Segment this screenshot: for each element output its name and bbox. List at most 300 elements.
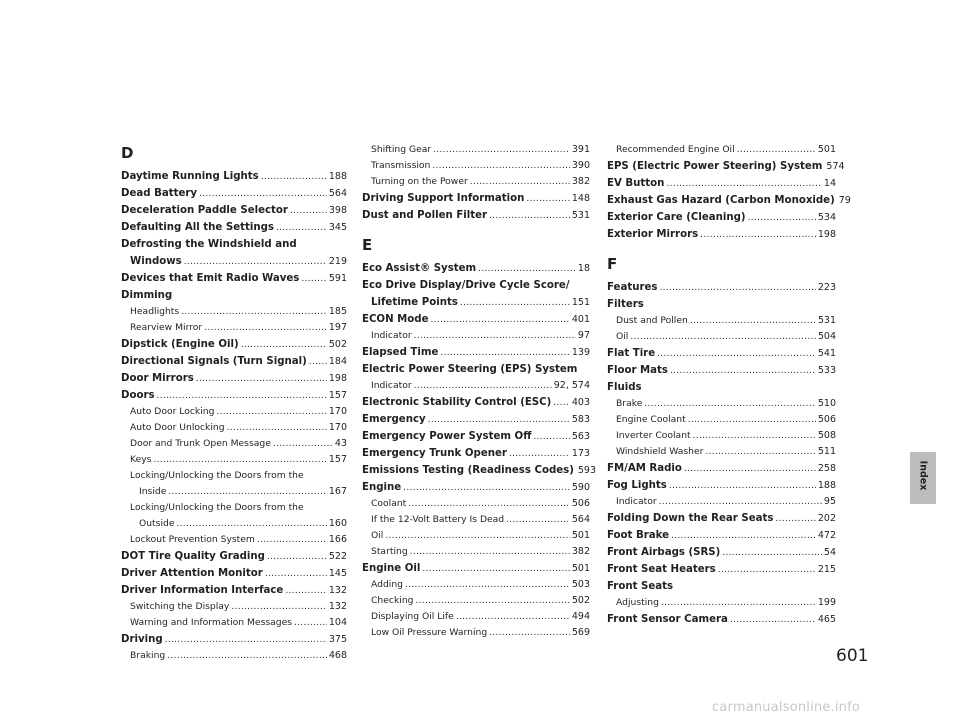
dot-leader bbox=[422, 564, 570, 574]
index-entry-fluids bbox=[607, 382, 836, 393]
section-letter-f: F bbox=[607, 255, 618, 273]
dot-leader bbox=[460, 298, 570, 308]
dot-leader bbox=[669, 481, 816, 491]
index-entry-page[interactable]: 583 bbox=[571, 414, 590, 425]
index-entry-page[interactable]: 160 bbox=[328, 518, 347, 529]
dot-leader bbox=[693, 431, 816, 441]
index-entry-page[interactable]: 43 bbox=[334, 438, 347, 449]
index-entry-page[interactable]: 104 bbox=[328, 617, 347, 628]
index-entry-page[interactable]: 132 bbox=[328, 585, 347, 596]
index-entry-keys[interactable] bbox=[121, 454, 347, 465]
index-entry-page[interactable]: 198 bbox=[328, 373, 347, 384]
dot-leader bbox=[241, 340, 327, 350]
index-entry-label: Oil bbox=[371, 530, 384, 541]
index-entry-label: Door and Trunk Open Message bbox=[130, 438, 271, 449]
index-entry-label: Fluids bbox=[607, 382, 642, 393]
index-entry-page[interactable]: 531 bbox=[817, 315, 836, 326]
index-entry-page[interactable]: 541 bbox=[817, 348, 836, 359]
index-entry-label: Switching the Display bbox=[130, 601, 230, 612]
dot-leader bbox=[267, 552, 327, 562]
index-entry-fog-lights[interactable] bbox=[607, 480, 836, 491]
index-entry-page[interactable]: 132 bbox=[328, 601, 347, 612]
index-entry-page[interactable]: 472 bbox=[817, 530, 836, 541]
dot-leader bbox=[227, 423, 327, 433]
index-entry-label: Defrosting the Windshield and bbox=[121, 239, 297, 250]
index-entry-folding-down-the-rear-seats[interactable] bbox=[607, 513, 836, 524]
index-entry-if-the-12-volt-battery-is-dead[interactable] bbox=[362, 514, 590, 525]
index-entry-page[interactable]: 202 bbox=[817, 513, 836, 524]
dot-leader bbox=[403, 483, 570, 493]
index-entry-page[interactable]: 215 bbox=[817, 564, 836, 575]
index-side-tab-label: Index bbox=[917, 460, 929, 491]
dot-leader bbox=[671, 531, 816, 541]
index-entry-page[interactable]: 170 bbox=[328, 406, 347, 417]
index-entry-page[interactable]: 504 bbox=[817, 331, 836, 342]
index-entry-page[interactable]: 390 bbox=[571, 160, 590, 171]
index-entry-exhaust-gas-hazard-carbon-monoxide[interactable] bbox=[607, 195, 851, 206]
dot-leader bbox=[433, 145, 570, 155]
index-entry-label: EPS (Electric Power Steering) System bbox=[607, 161, 823, 172]
index-entry-label: Devices that Emit Radio Waves bbox=[121, 273, 300, 284]
index-entry-daytime-running-lights[interactable] bbox=[121, 171, 347, 182]
index-entry-front-airbags-srs[interactable] bbox=[607, 547, 836, 558]
index-entry-page[interactable]: 345 bbox=[328, 222, 347, 233]
index-entry-page[interactable]: 170 bbox=[328, 422, 347, 433]
index-entry-displaying-oil-life[interactable] bbox=[362, 611, 590, 622]
dot-leader bbox=[688, 415, 816, 425]
index-entry-label: Windows bbox=[130, 256, 182, 267]
index-entry-page[interactable]: 199 bbox=[817, 597, 836, 608]
index-entry-windshield-washer[interactable] bbox=[607, 446, 836, 457]
dot-leader bbox=[405, 580, 570, 590]
index-entry-label: Front Airbags (SRS) bbox=[607, 547, 721, 558]
dot-leader bbox=[775, 514, 815, 524]
index-entry-headlights[interactable] bbox=[121, 306, 347, 317]
index-entry-page[interactable]: 501 bbox=[571, 563, 590, 574]
index-entry-page[interactable]: 391 bbox=[571, 144, 590, 155]
index-entry-front-seat-heaters[interactable] bbox=[607, 564, 836, 575]
index-entry-label: Daytime Running Lights bbox=[121, 171, 259, 182]
section-letter-e: E bbox=[362, 236, 373, 254]
index-entry-page[interactable]: 574 bbox=[826, 161, 845, 172]
index-entry-label: Dust and Pollen Filter bbox=[362, 210, 488, 221]
index-entry-page[interactable]: 534 bbox=[817, 212, 836, 223]
index-entry-label: Eco Drive Display/Drive Cycle Score/ bbox=[362, 280, 570, 291]
dot-leader bbox=[526, 194, 569, 204]
index-entry-label: Elapsed Time bbox=[362, 347, 439, 358]
dot-leader bbox=[730, 615, 816, 625]
index-entry-label: Auto Door Unlocking bbox=[130, 422, 225, 433]
index-entry-page[interactable]: 188 bbox=[328, 171, 347, 182]
index-entry-adding[interactable] bbox=[362, 579, 590, 590]
index-entry-label: Rearview Mirror bbox=[130, 322, 203, 333]
index-entry-page[interactable]: 184 bbox=[328, 356, 347, 367]
index-entry-label: Low Oil Pressure Warning bbox=[371, 627, 488, 638]
index-entry-page[interactable]: 593 bbox=[577, 465, 597, 476]
index-entry-front-seats bbox=[607, 581, 836, 592]
index-entry-page[interactable]: 188 bbox=[817, 480, 836, 491]
index-entry-brake[interactable] bbox=[607, 398, 836, 409]
dot-leader bbox=[285, 586, 327, 596]
index-entry-label: Locking/Unlocking the Doors from the bbox=[130, 502, 304, 513]
index-entry-label: Emissions Testing (Readiness Codes) bbox=[362, 465, 574, 476]
index-entry-page[interactable]: 398 bbox=[328, 205, 347, 216]
index-entry-label: Shifting Gear bbox=[371, 144, 432, 155]
index-entry-label: Engine bbox=[362, 482, 402, 493]
index-entry-driver-attention-monitor[interactable] bbox=[121, 568, 347, 579]
index-entry-page[interactable]: 223 bbox=[817, 282, 836, 293]
index-entry-page[interactable]: 258 bbox=[817, 463, 836, 474]
index-entry-label: Front Sensor Camera bbox=[607, 614, 728, 625]
index-entry-auto-door-unlocking[interactable] bbox=[121, 422, 347, 433]
index-entry-page[interactable]: 502 bbox=[571, 595, 590, 606]
index-entry-low-oil-pressure-warning[interactable] bbox=[362, 627, 590, 638]
index-entry-page[interactable]: 502 bbox=[328, 339, 347, 350]
index-entry-label: Lifetime Points bbox=[371, 297, 458, 308]
index-entry-label: Front Seats bbox=[607, 581, 674, 592]
index-entry-indicator[interactable] bbox=[362, 330, 590, 341]
index-entry-floor-mats[interactable] bbox=[607, 365, 836, 376]
index-entry-inside[interactable] bbox=[121, 486, 347, 497]
index-entry-page[interactable]: 382 bbox=[571, 176, 590, 187]
dot-leader bbox=[261, 172, 327, 182]
dot-leader bbox=[410, 547, 570, 557]
index-entry-lockout-prevention-system[interactable] bbox=[121, 534, 347, 545]
index-entry-page[interactable]: 563 bbox=[571, 431, 590, 442]
index-entry-label: Recommended Engine Oil bbox=[616, 144, 735, 155]
dot-leader bbox=[718, 565, 816, 575]
dot-leader bbox=[408, 499, 570, 509]
index-entry-page[interactable]: 185 bbox=[328, 306, 347, 317]
index-entry-label: Driver Attention Monitor bbox=[121, 568, 263, 579]
dot-leader bbox=[553, 398, 570, 408]
dot-leader bbox=[216, 407, 326, 417]
index-entry-label: Folding Down the Rear Seats bbox=[607, 513, 774, 524]
index-entry-shifting-gear[interactable] bbox=[362, 144, 590, 155]
index-entry-label: DOT Tire Quality Grading bbox=[121, 551, 265, 562]
index-entry-engine[interactable] bbox=[362, 482, 590, 493]
index-entry-exterior-mirrors[interactable] bbox=[607, 229, 836, 240]
index-entry-label: If the 12-Volt Battery Is Dead bbox=[371, 514, 505, 525]
index-entry-dust-and-pollen[interactable] bbox=[607, 315, 836, 326]
index-entry-page[interactable]: 494 bbox=[571, 611, 590, 622]
dot-leader bbox=[157, 391, 327, 401]
index-entry-label: ECON Mode bbox=[362, 314, 429, 325]
index-entry-page[interactable]: 139 bbox=[571, 347, 590, 358]
index-entry-turning-on-the-power[interactable] bbox=[362, 176, 590, 187]
index-entry-label: Displaying Oil Life bbox=[371, 611, 454, 622]
index-entry-page[interactable]: 511 bbox=[817, 446, 836, 457]
dot-leader bbox=[722, 548, 822, 558]
index-entry-page[interactable]: 506 bbox=[817, 414, 836, 425]
index-entry-eps-electric-power-steering-system[interactable] bbox=[607, 161, 845, 172]
index-entry-page[interactable]: 167 bbox=[328, 486, 347, 497]
index-entry-page[interactable]: 590 bbox=[571, 482, 590, 493]
dot-leader bbox=[506, 515, 570, 525]
index-entry-label: Indicator bbox=[616, 496, 657, 507]
index-entry-label: Dimming bbox=[121, 290, 173, 301]
index-entry-page[interactable]: 92, 574 bbox=[553, 380, 590, 391]
index-entry-page[interactable]: 54 bbox=[823, 547, 836, 558]
index-entry-page[interactable]: 522 bbox=[328, 551, 347, 562]
index-entry-label: Filters bbox=[607, 299, 644, 310]
index-entry-label: Dipstick (Engine Oil) bbox=[121, 339, 239, 350]
index-entry-page[interactable]: 382 bbox=[571, 546, 590, 557]
dot-leader bbox=[489, 628, 570, 638]
index-entry-eco-assist-system[interactable] bbox=[362, 263, 590, 274]
index-entry-page[interactable]: 14 bbox=[823, 178, 836, 189]
index-entry-label: Adding bbox=[371, 579, 403, 590]
index-entry-dot-tire-quality-grading[interactable] bbox=[121, 551, 347, 562]
index-entry-page[interactable]: 219 bbox=[328, 256, 347, 267]
dot-leader bbox=[705, 447, 815, 457]
watermark-text: carmanualsonline.info bbox=[712, 700, 861, 715]
index-entry-label: Starting bbox=[371, 546, 408, 557]
dot-leader bbox=[670, 366, 816, 376]
dot-leader bbox=[644, 399, 816, 409]
index-entry-page[interactable]: 569 bbox=[571, 627, 590, 638]
index-entry-label: Inverter Coolant bbox=[616, 430, 691, 441]
dot-leader bbox=[294, 618, 327, 628]
index-entry-label: Locking/Unlocking the Doors from the bbox=[130, 470, 304, 481]
index-entry-adjusting[interactable] bbox=[607, 597, 836, 608]
index-entry-label: Brake bbox=[616, 398, 643, 409]
index-entry-label: Exhaust Gas Hazard (Carbon Monoxide) bbox=[607, 195, 835, 206]
index-entry-page[interactable]: 503 bbox=[571, 579, 590, 590]
index-entry-page[interactable]: 375 bbox=[328, 634, 347, 645]
index-entry-page[interactable]: 95 bbox=[823, 496, 836, 507]
dot-leader bbox=[700, 230, 816, 240]
index-entry-label: Outside bbox=[139, 518, 175, 529]
dot-leader bbox=[630, 332, 816, 342]
dot-leader bbox=[181, 307, 327, 317]
index-entry-label: Electronic Stability Control (ESC) bbox=[362, 397, 552, 408]
index-entry-starting[interactable] bbox=[362, 546, 590, 557]
index-entry-indicator[interactable] bbox=[607, 496, 836, 507]
dot-leader bbox=[489, 211, 570, 221]
index-entry-label: Front Seat Heaters bbox=[607, 564, 716, 575]
index-entry-fm-am-radio[interactable] bbox=[607, 463, 836, 474]
index-entry-label: Windshield Washer bbox=[616, 446, 704, 457]
index-entry-label: Eco Assist® System bbox=[362, 263, 477, 274]
index-entry-transmission[interactable] bbox=[362, 160, 590, 171]
index-entry-label: Exterior Care (Cleaning) bbox=[607, 212, 746, 223]
dot-leader bbox=[509, 449, 570, 459]
index-entry-label: Features bbox=[607, 282, 658, 293]
dot-leader bbox=[659, 283, 815, 293]
index-entry-indicator[interactable] bbox=[362, 380, 590, 391]
index-entry-page[interactable]: 401 bbox=[571, 314, 590, 325]
dot-leader bbox=[301, 274, 326, 284]
index-entry-label: Emergency Trunk Opener bbox=[362, 448, 507, 459]
index-entry-page[interactable]: 145 bbox=[328, 568, 347, 579]
index-entry-label: EV Button bbox=[607, 178, 665, 189]
index-entry-page[interactable]: 148 bbox=[571, 193, 590, 204]
index-entry-page[interactable]: 506 bbox=[571, 498, 590, 509]
dot-leader bbox=[265, 569, 327, 579]
dot-leader bbox=[309, 357, 327, 367]
index-entry-oil[interactable] bbox=[607, 331, 836, 342]
dot-leader bbox=[414, 381, 552, 391]
dot-leader bbox=[165, 635, 327, 645]
index-entry-foot-brake[interactable] bbox=[607, 530, 836, 541]
index-entry-econ-mode[interactable] bbox=[362, 314, 590, 325]
dot-leader bbox=[231, 602, 326, 612]
index-entry-label: Indicator bbox=[371, 380, 412, 391]
index-entry-locking-unlocking-the-doors-from-the bbox=[121, 502, 347, 513]
index-entry-defrosting-the-windshield-and bbox=[121, 239, 347, 250]
index-entry-page[interactable]: 501 bbox=[817, 144, 836, 155]
index-entry-elapsed-time[interactable] bbox=[362, 347, 590, 358]
index-entry-driving[interactable] bbox=[121, 634, 347, 645]
index-entry-label: Auto Door Locking bbox=[130, 406, 215, 417]
index-entry-exterior-care-cleaning[interactable] bbox=[607, 212, 836, 223]
index-entry-label: Driving bbox=[121, 634, 163, 645]
dot-leader bbox=[276, 223, 327, 233]
index-entry-page[interactable]: 465 bbox=[817, 614, 836, 625]
index-entry-braking[interactable] bbox=[121, 650, 347, 661]
index-entry-front-sensor-camera[interactable] bbox=[607, 614, 836, 625]
dot-leader bbox=[748, 213, 816, 223]
index-entry-label: Deceleration Paddle Selector bbox=[121, 205, 288, 216]
dot-leader bbox=[290, 206, 327, 216]
index-entry-filters bbox=[607, 299, 836, 310]
index-entry-label: Indicator bbox=[371, 330, 412, 341]
index-entry-outside[interactable] bbox=[121, 518, 347, 529]
index-entry-page[interactable]: 564 bbox=[571, 514, 590, 525]
index-entry-page[interactable]: 173 bbox=[571, 448, 590, 459]
index-entry-dead-battery[interactable] bbox=[121, 188, 347, 199]
dot-leader bbox=[456, 612, 570, 622]
index-entry-page[interactable]: 468 bbox=[328, 650, 347, 661]
index-entry-label: Emergency bbox=[362, 414, 426, 425]
dot-leader bbox=[684, 464, 816, 474]
index-entry-deceleration-paddle-selector[interactable] bbox=[121, 205, 347, 216]
index-entry-label: Defaulting All the Settings bbox=[121, 222, 274, 233]
dot-leader bbox=[168, 487, 327, 497]
index-entry-page[interactable]: 18 bbox=[577, 263, 590, 274]
index-entry-page[interactable]: 591 bbox=[328, 273, 347, 284]
dot-leader bbox=[257, 535, 327, 545]
index-entry-page[interactable]: 197 bbox=[328, 322, 347, 333]
index-entry-door-and-trunk-open-message[interactable] bbox=[121, 438, 347, 449]
index-entry-page[interactable]: 97 bbox=[577, 330, 590, 341]
index-entry-warning-and-information-messages[interactable] bbox=[121, 617, 347, 628]
index-entry-page[interactable]: 198 bbox=[817, 229, 836, 240]
index-entry-emergency-trunk-opener[interactable] bbox=[362, 448, 590, 459]
index-entry-oil[interactable] bbox=[362, 530, 590, 541]
index-entry-label: Keys bbox=[130, 454, 152, 465]
index-entry-emergency-power-system-off[interactable] bbox=[362, 431, 590, 442]
index-entry-page[interactable]: 79 bbox=[838, 195, 851, 206]
index-entry-page[interactable]: 157 bbox=[328, 454, 347, 465]
dot-leader bbox=[478, 264, 576, 274]
index-entry-features[interactable] bbox=[607, 282, 836, 293]
index-entry-page[interactable]: 403 bbox=[571, 397, 590, 408]
index-entry-page[interactable]: 531 bbox=[571, 210, 590, 221]
index-entry-engine-oil[interactable] bbox=[362, 563, 590, 574]
index-entry-eco-drive-display-drive-cycle-score bbox=[362, 280, 590, 291]
index-entry-label: Flat Tire bbox=[607, 348, 656, 359]
index-entry-electronic-stability-control-esc[interactable] bbox=[362, 397, 590, 408]
index-entry-rearview-mirror[interactable] bbox=[121, 322, 347, 333]
index-entry-driver-information-interface[interactable] bbox=[121, 585, 347, 596]
index-entry-page[interactable]: 151 bbox=[571, 297, 590, 308]
dot-leader bbox=[184, 257, 327, 267]
index-entry-dust-and-pollen-filter[interactable] bbox=[362, 210, 590, 221]
index-entry-label: Warning and Information Messages bbox=[130, 617, 293, 628]
index-entry-electric-power-steering-eps-system bbox=[362, 364, 590, 375]
index-entry-label: Engine Coolant bbox=[616, 414, 686, 425]
index-entry-locking-unlocking-the-doors-from-the bbox=[121, 470, 347, 481]
index-entry-label: Floor Mats bbox=[607, 365, 668, 376]
index-entry-page[interactable]: 501 bbox=[571, 530, 590, 541]
dot-leader bbox=[657, 349, 816, 359]
index-entry-label: Turning on the Power bbox=[371, 176, 468, 187]
index-entry-recommended-engine-oil[interactable] bbox=[607, 144, 836, 155]
index-entry-page[interactable]: 533 bbox=[817, 365, 836, 376]
dot-leader bbox=[415, 596, 569, 606]
index-entry-ev-button[interactable] bbox=[607, 178, 836, 189]
index-entry-engine-coolant[interactable] bbox=[607, 414, 836, 425]
index-entry-label: Coolant bbox=[371, 498, 407, 509]
index-entry-dipstick-engine-oil[interactable] bbox=[121, 339, 347, 350]
index-entry-door-mirrors[interactable] bbox=[121, 373, 347, 384]
index-entry-page[interactable]: 157 bbox=[328, 390, 347, 401]
dot-leader bbox=[428, 415, 570, 425]
index-entry-page[interactable]: 166 bbox=[328, 534, 347, 545]
index-entry-page[interactable]: 510 bbox=[817, 398, 836, 409]
index-entry-inverter-coolant[interactable] bbox=[607, 430, 836, 441]
index-entry-label: Exterior Mirrors bbox=[607, 229, 699, 240]
index-entry-checking[interactable] bbox=[362, 595, 590, 606]
dot-leader bbox=[385, 531, 570, 541]
page-number: 601 bbox=[836, 646, 869, 666]
index-entry-label: Transmission bbox=[371, 160, 431, 171]
dot-leader bbox=[431, 315, 570, 325]
index-entry-label: Driver Information Interface bbox=[121, 585, 284, 596]
index-entry-directional-signals-turn-signal[interactable] bbox=[121, 356, 347, 367]
index-entry-label: Door Mirrors bbox=[121, 373, 194, 384]
index-entry-page[interactable]: 508 bbox=[817, 430, 836, 441]
index-entry-defaulting-all-the-settings[interactable] bbox=[121, 222, 347, 233]
dot-leader bbox=[199, 189, 327, 199]
index-entry-lifetime-points[interactable] bbox=[362, 297, 590, 308]
dot-leader bbox=[167, 651, 327, 661]
index-entry-doors[interactable] bbox=[121, 390, 347, 401]
dot-leader bbox=[659, 497, 822, 507]
index-entry-devices-that-emit-radio-waves[interactable] bbox=[121, 273, 347, 284]
index-entry-label: Foot Brake bbox=[607, 530, 670, 541]
index-entry-coolant[interactable] bbox=[362, 498, 590, 509]
index-entry-switching-the-display[interactable] bbox=[121, 601, 347, 612]
index-entry-auto-door-locking[interactable] bbox=[121, 406, 347, 417]
index-entry-page[interactable]: 564 bbox=[328, 188, 347, 199]
dot-leader bbox=[153, 455, 326, 465]
index-entry-emissions-testing-readiness-codes[interactable] bbox=[362, 465, 597, 476]
dot-leader bbox=[470, 177, 570, 187]
index-entry-label: FM/AM Radio bbox=[607, 463, 682, 474]
index-entry-label: Driving Support Information bbox=[362, 193, 525, 204]
index-entry-label: Lockout Prevention System bbox=[130, 534, 255, 545]
index-entry-label: Inside bbox=[139, 486, 167, 497]
index-entry-windows[interactable] bbox=[121, 256, 347, 267]
index-entry-flat-tire[interactable] bbox=[607, 348, 836, 359]
dot-leader bbox=[666, 179, 822, 189]
index-entry-emergency[interactable] bbox=[362, 414, 590, 425]
index-entry-driving-support-information[interactable] bbox=[362, 193, 590, 204]
dot-leader bbox=[690, 316, 816, 326]
